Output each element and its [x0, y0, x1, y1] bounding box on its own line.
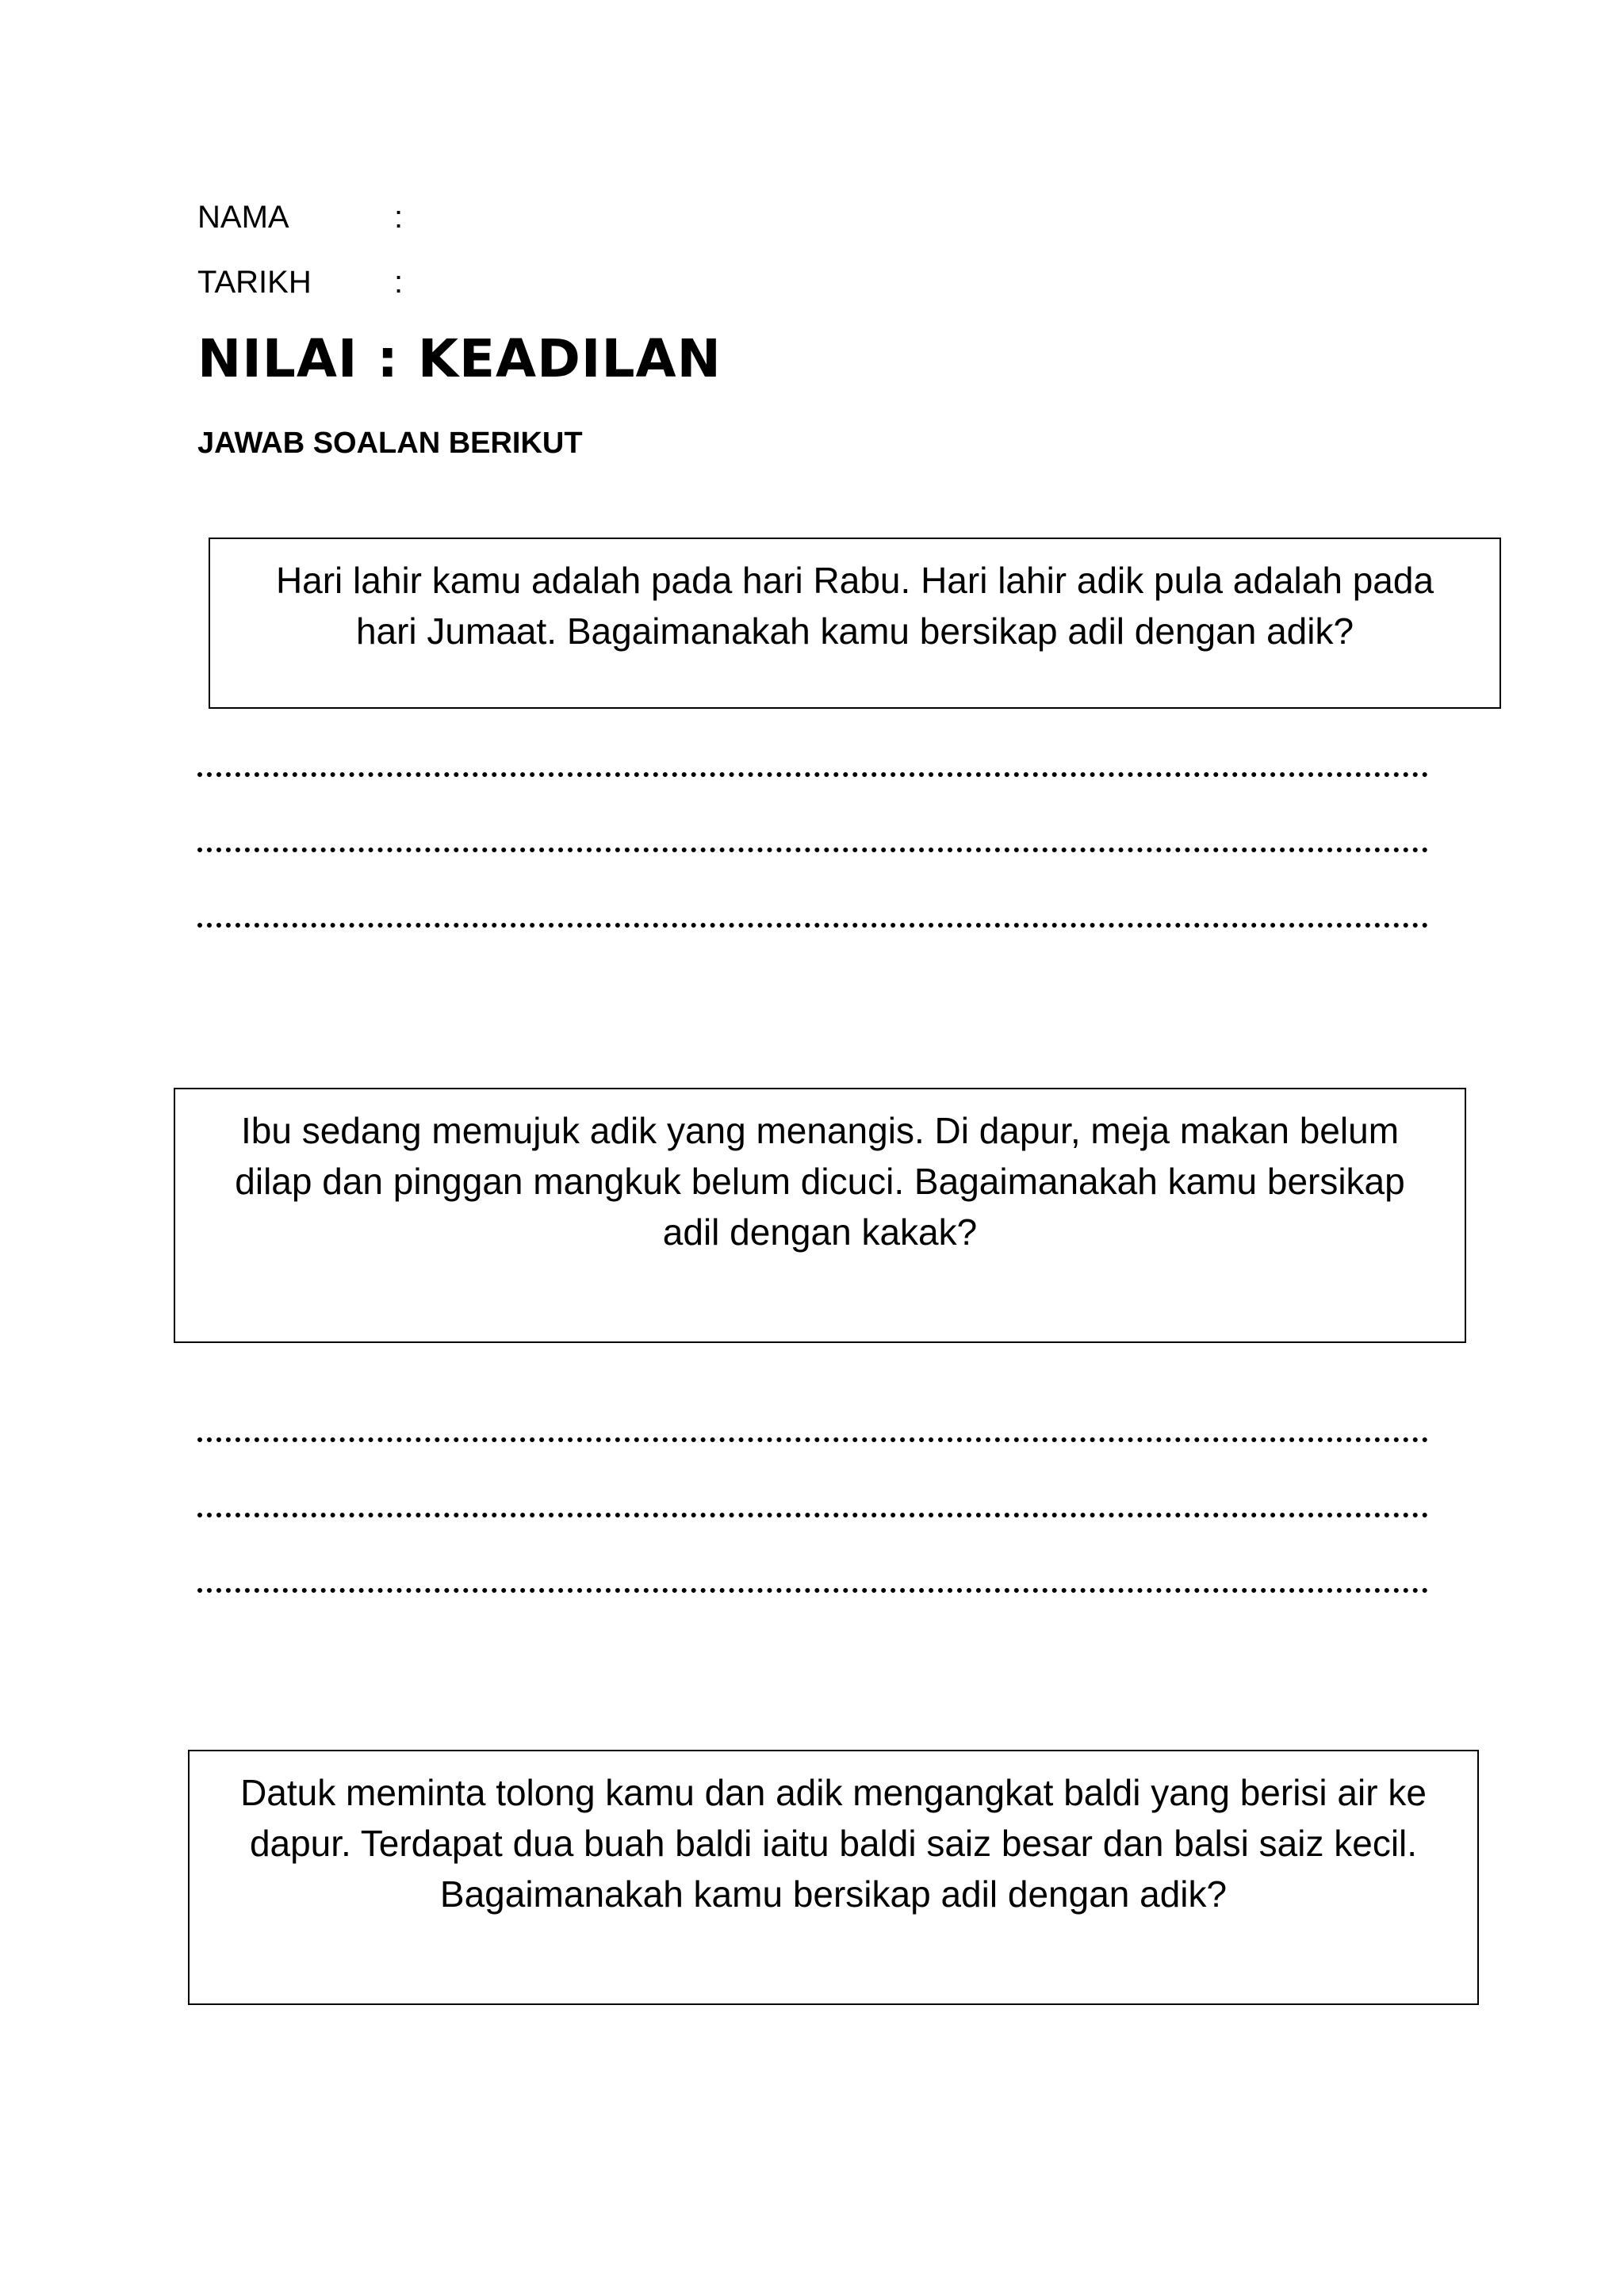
answer-line-1-1[interactable]: [197, 767, 1428, 777]
question-2-line: adil dengan kakak?: [662, 1211, 978, 1253]
tarikh-label: TARIKH: [197, 265, 312, 300]
nama-colon: :: [394, 200, 404, 235]
question-box-2: [174, 1088, 1466, 1343]
nama-field[interactable]: [197, 200, 404, 235]
question-box-1: [209, 538, 1501, 709]
page-title: NILAI : KEADILAN: [197, 328, 722, 389]
question-box-3: [188, 1750, 1479, 2005]
tarikh-field[interactable]: [197, 265, 404, 300]
question-3-line: Bagaimanakah kamu bersikap adil dengan adik?: [439, 1873, 1228, 1915]
nama-label: NAMA: [197, 200, 289, 235]
question-2-line: Ibu sedang memujuk adik yang menangis. Di dapur, meja makan belum: [240, 1110, 1400, 1151]
answer-line-1-2[interactable]: [197, 843, 1428, 852]
answer-line-1-3[interactable]: [197, 918, 1428, 928]
question-1-line: hari Jumaat. Bagaimanakah kamu bersikap adil dengan adik?: [355, 610, 1354, 652]
tarikh-colon: :: [394, 265, 404, 300]
question-1-line: Hari lahir kamu adalah pada hari Rabu. Hari lahir adik pula adalah pada: [275, 560, 1434, 601]
answer-line-2-3[interactable]: [197, 1583, 1428, 1593]
instruction-text: JAWAB SOALAN BERIKUT: [197, 427, 583, 460]
answer-line-2-1[interactable]: [197, 1433, 1428, 1442]
answer-line-2-2[interactable]: [197, 1508, 1428, 1517]
question-2-line: dilap dan pinggan mangkuk belum dicuci. Bagaimanakah kamu bersikap: [235, 1161, 1405, 1202]
question-3-line: Datuk meminta tolong kamu dan adik mengangkat baldi yang berisi air ke: [240, 1772, 1427, 1813]
question-3-line: dapur. Terdapat dua buah baldi iaitu baldi saiz besar dan balsi saiz kecil.: [249, 1823, 1418, 1864]
